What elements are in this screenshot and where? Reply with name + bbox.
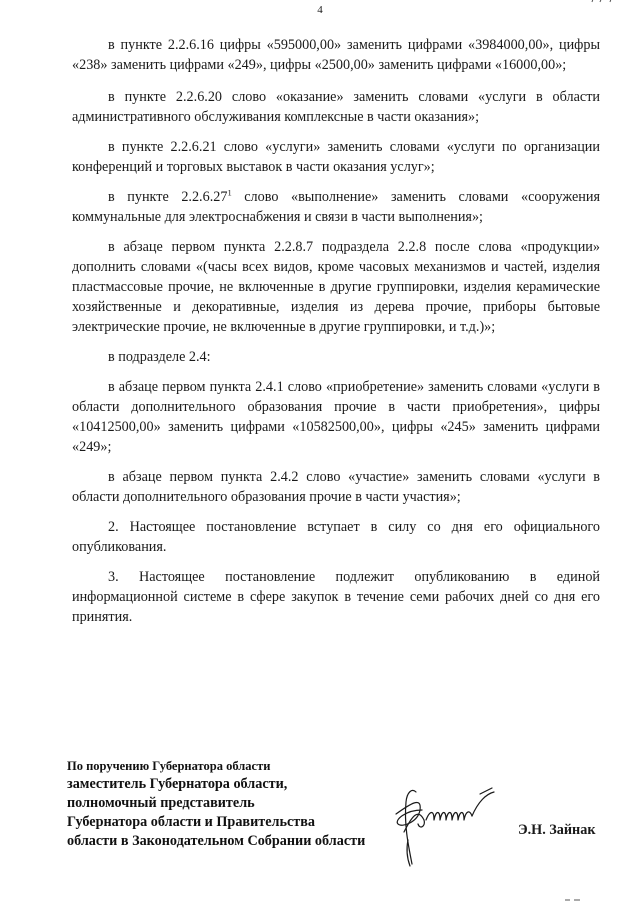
page-number: 4 bbox=[317, 4, 323, 16]
paragraph: 3. Настоящее постановление подлежит опубликованию в единой информационной системе в сфере закупок в течение семи рабочих дней со дня его принятия. bbox=[72, 569, 600, 625]
paragraph-prefix: в пункте 2.2.6.27 bbox=[108, 189, 228, 205]
paragraph: в подразделе 2.4: bbox=[108, 349, 211, 365]
scan-mark-icon bbox=[564, 897, 582, 903]
superscript: 1 bbox=[227, 187, 232, 198]
paragraph: в абзаце первом пункта 2.2.8.7 подраздела 2.2.8 после слова «продукции» дополнить словами «(часы всех видов, кроме часовых механизмов и частей, изделия пластмассовые прочие, не включенные в другие группировки, изделия керамические хозяйственные и декоративные, изделия из дерева прочие, приборы бытовые электрические прочие, не включенные в другие группировки, и т.д.)»; bbox=[72, 239, 600, 335]
paragraph: в абзаце первом пункта 2.4.2 слово «участие» заменить словами «услуги в области дополнительного образования прочие в части участия»; bbox=[72, 469, 600, 505]
paragraph: в пункте 2.2.6.20 слово «оказание» заменить словами «услуги в области административного обслуживания комплексные в части оказания»; bbox=[72, 89, 600, 125]
signature-instruction: По поручению Губернатора области bbox=[67, 759, 271, 773]
paragraph: в абзаце первом пункта 2.4.1 слово «приобретение» заменить словами «услуги в области дополнительного образования прочие в части приобретения», цифры «10412500,00» заменить цифрами «10582500,00», цифры «245» заменить цифрами «249»; bbox=[72, 379, 600, 455]
signer-position-line: полномочный представитель bbox=[67, 795, 255, 811]
paragraph: в пункте 2.2.6.16 цифры «595000,00» заменить цифрами «3984000,00», цифры «238» заменить цифрами «249», цифры «2500,00» заменить цифрами «16000,00»; bbox=[72, 37, 600, 73]
signer-position-line: Губернатора области и Правительства bbox=[67, 814, 315, 830]
signature-block bbox=[67, 757, 365, 851]
paragraph-suffix: слово «выполнение» заменить словами «сооружения коммунальные для электроснабжения и связи в части выполнения»; bbox=[72, 189, 600, 225]
paragraph: в пункте 2.2.6.21 слово «услуги» заменить словами «услуги по организации конференций и торговых выставок в части оказания услуг»; bbox=[72, 139, 600, 175]
signer-position-line: области в Законодательном Собрании области bbox=[67, 833, 366, 849]
handwritten-signature-icon bbox=[382, 780, 502, 870]
paragraph bbox=[72, 187, 600, 227]
paragraph: 2. Настоящее постановление вступает в силу со дня его официального опубликования. bbox=[72, 519, 600, 555]
signer-name: Э.Н. Зайнак bbox=[518, 822, 596, 838]
document-body bbox=[72, 35, 600, 637]
signer-position-line: заместитель Губернатора области, bbox=[67, 776, 288, 792]
